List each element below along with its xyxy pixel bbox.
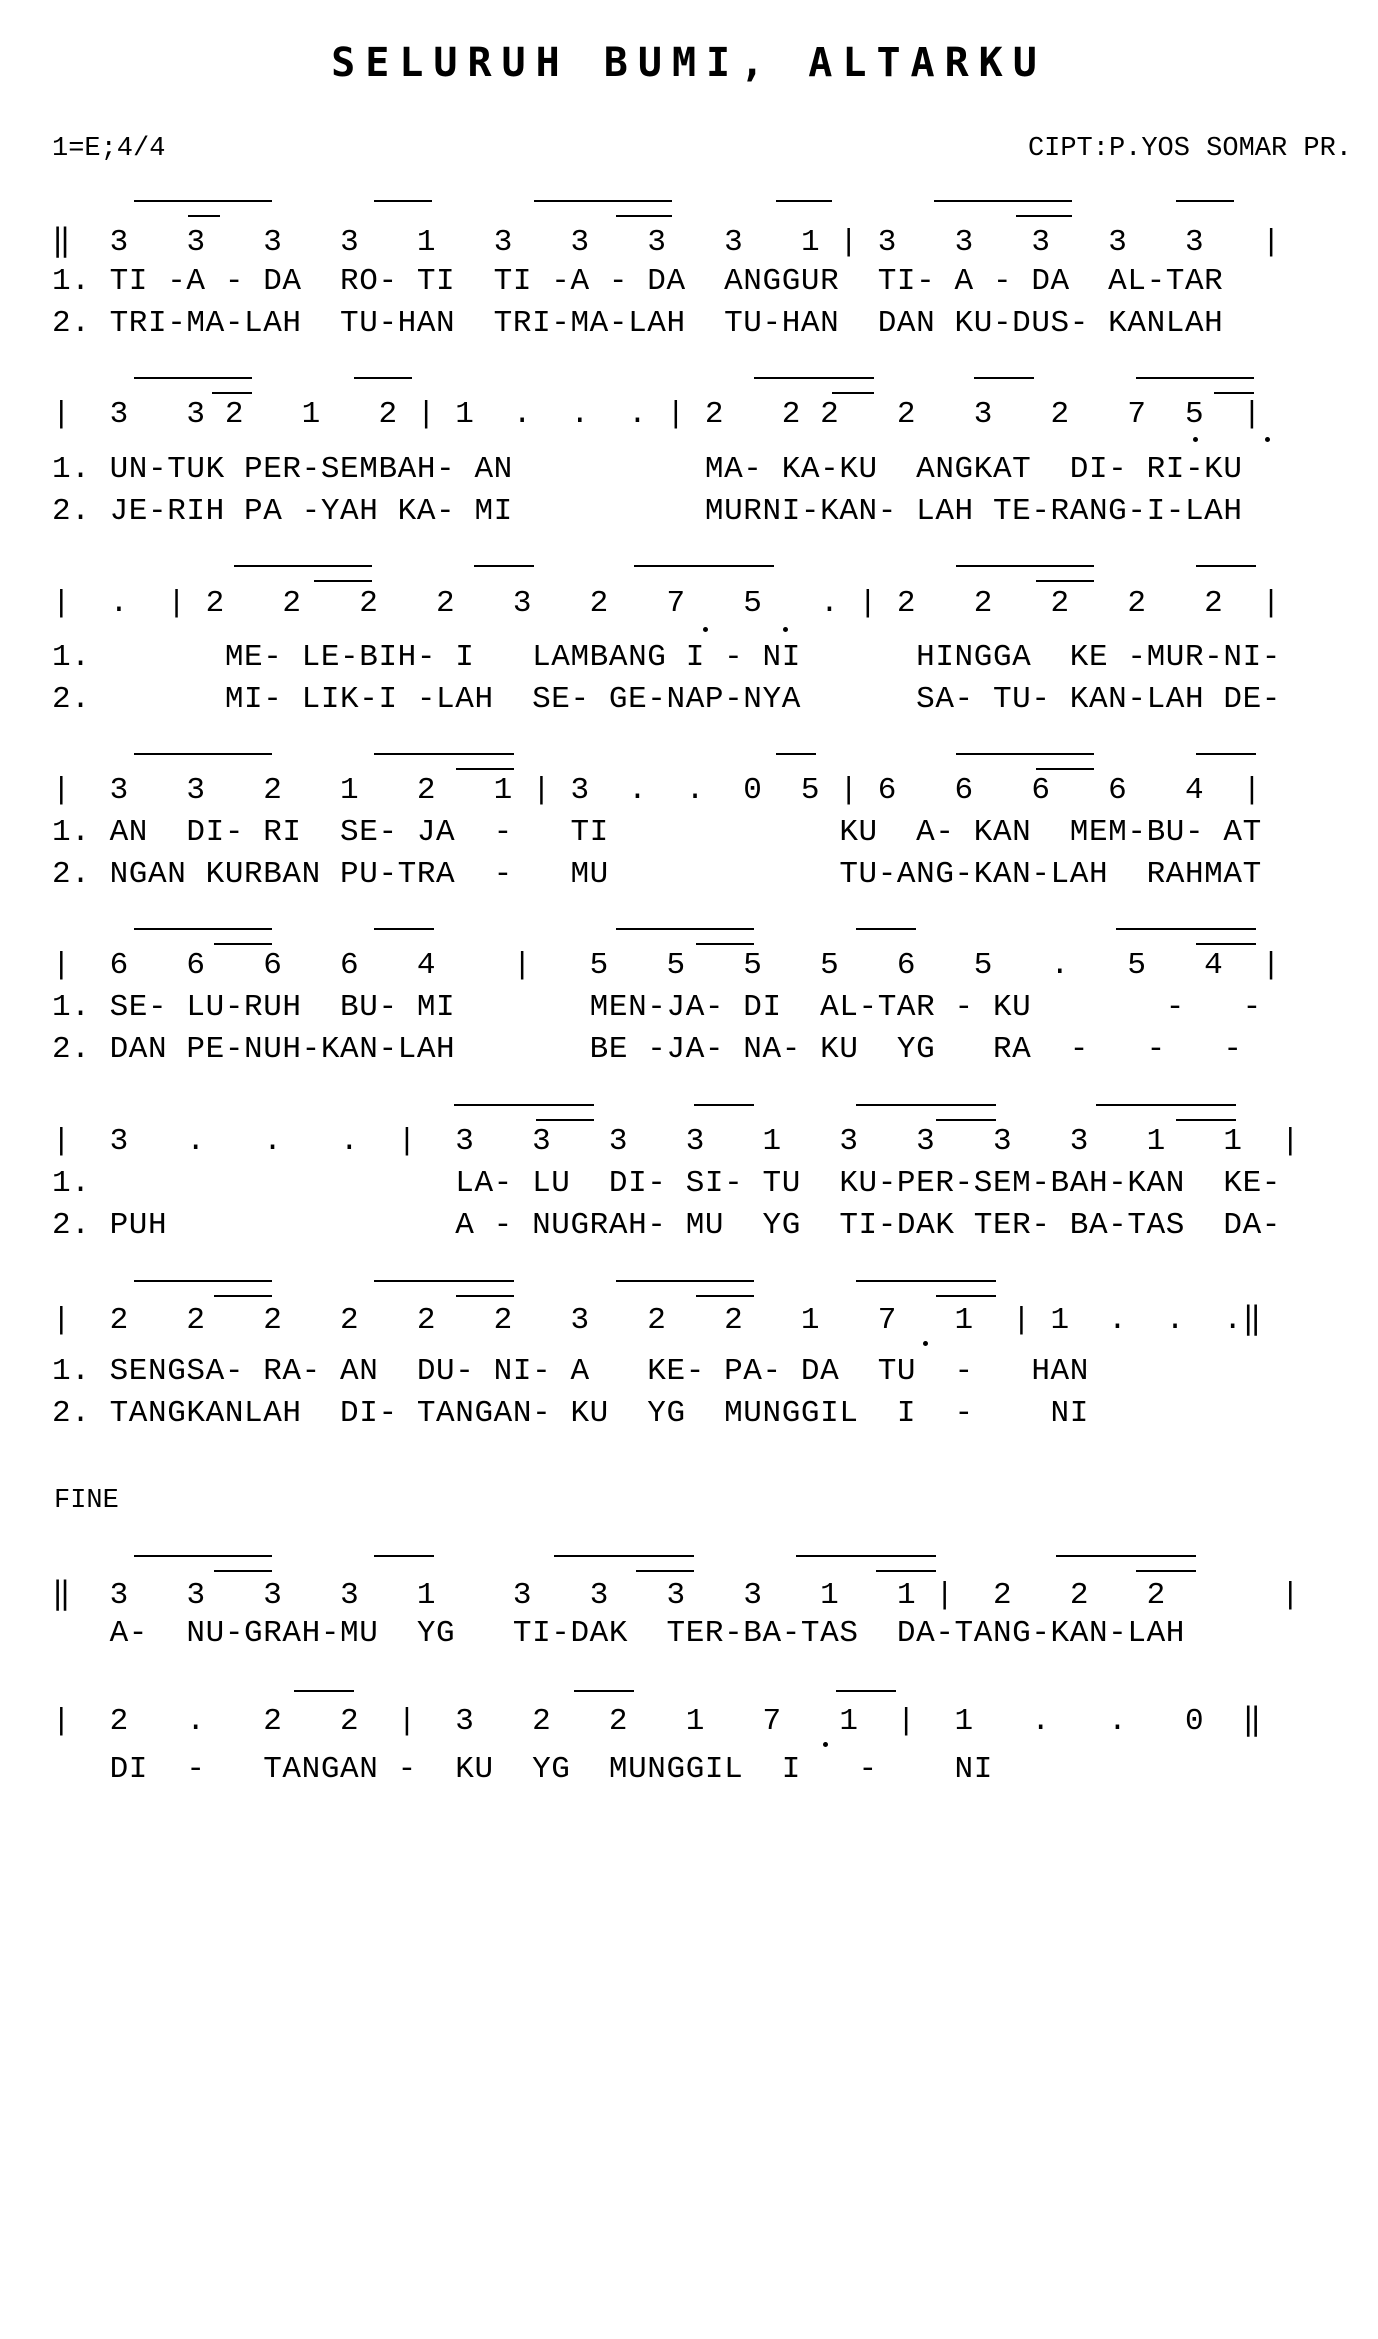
note-beam (212, 392, 252, 394)
note-beam (134, 377, 252, 379)
lyric-line: A- NU-GRAH-MU YG TI-DAK TER-BA-TAS DA-TANG-KAN-LAH (52, 1616, 1185, 1651)
note-beam (856, 1104, 996, 1106)
key-signature: 1=E;4/4 (52, 134, 166, 164)
note-beam (454, 1104, 594, 1106)
note-beam (1176, 200, 1234, 202)
note-beam (314, 580, 372, 582)
notes-line: ‖ 3 3 3 3 1 3 3 3 3 1 1 | 2 2 2 | (52, 1578, 1301, 1613)
lyric-verse-1: 1. TI -A - DA RO- TI TI -A - DA ANGGUR TI- A - DA AL-TAR (52, 264, 1224, 299)
note-beam (474, 565, 534, 567)
note-beam (1116, 928, 1256, 930)
lyric-line: DI - TANGAN - KU YG MUNGGIL I - NI (52, 1752, 993, 1787)
notes-line: | 2 2 2 2 2 2 3 2 2 1 7 1 | 1 . . .‖ (52, 1303, 1262, 1338)
lower-octave-dot (703, 627, 708, 632)
note-beam (616, 215, 672, 217)
note-beam (1196, 943, 1256, 945)
note-beam (776, 753, 816, 755)
note-beam (188, 215, 220, 217)
note-beam (374, 1555, 434, 1557)
note-beam (574, 1690, 634, 1692)
note-beam (456, 768, 514, 770)
note-beam (234, 565, 372, 567)
notes-line: | 3 3 2 1 2 1 | 3 . . 0 5 | 6 6 6 6 4 | (52, 773, 1262, 808)
note-beam (534, 200, 672, 202)
note-beam (134, 1280, 272, 1282)
note-beam (1036, 768, 1094, 770)
note-beam (1056, 1555, 1196, 1557)
lower-octave-dot (783, 627, 788, 632)
note-beam (1136, 377, 1254, 379)
note-beam (1016, 215, 1072, 217)
note-beam (836, 1690, 896, 1692)
fine-marker: FINE (54, 1486, 119, 1516)
note-beam (1196, 565, 1256, 567)
lyric-verse-2: 2. JE-RIH PA -YAH KA- MI MURNI-KAN- LAH TE-RANG-I-LAH (52, 494, 1243, 529)
notes-line: | 3 3 2 1 2 | 1 . . . | 2 2 2 2 3 2 7 5 | (52, 397, 1262, 432)
note-beam (134, 753, 272, 755)
notes-line: | 3 . . . | 3 3 3 3 1 3 3 3 3 1 1 | (52, 1124, 1301, 1159)
note-beam (696, 943, 754, 945)
lyric-verse-1: 1. ME- LE-BIH- I LAMBANG I - NI HINGGA KE -MUR-NI- (52, 640, 1281, 675)
note-beam (456, 1295, 514, 1297)
notes-line: | . | 2 2 2 2 3 2 7 5 . | 2 2 2 2 2 | (52, 586, 1281, 621)
note-beam (214, 1570, 272, 1572)
lyric-verse-2: 2. TANGKANLAH DI- TANGAN- KU YG MUNGGIL I - NI (52, 1396, 1089, 1431)
lower-octave-dot (923, 1341, 928, 1346)
lyric-verse-1: 1. SE- LU-RUH BU- MI MEN-JA- DI AL-TAR - KU - - (52, 990, 1262, 1025)
lyric-verse-2: 2. DAN PE-NUH-KAN-LAH BE -JA- NA- KU YG RA - - - (52, 1032, 1243, 1067)
notes-line: | 2 . 2 2 | 3 2 2 1 7 1 | 1 . . 0 ‖ (52, 1704, 1262, 1739)
note-beam (974, 377, 1034, 379)
composer-credit: CIPT:P.YOS SOMAR PR. (1027, 134, 1352, 164)
note-beam (1096, 1104, 1236, 1106)
note-beam (374, 1280, 514, 1282)
note-beam (214, 943, 272, 945)
note-beam (354, 377, 412, 379)
note-beam (634, 565, 774, 567)
note-beam (754, 377, 874, 379)
lyric-verse-1: 1. UN-TUK PER-SEMBAH- AN MA- KA-KU ANGKAT DI- RI-KU (52, 452, 1243, 487)
note-beam (374, 200, 432, 202)
note-beam (956, 565, 1094, 567)
note-beam (374, 928, 434, 930)
note-beam (134, 928, 272, 930)
note-beam (796, 1555, 936, 1557)
note-beam (694, 1104, 754, 1106)
note-beam (616, 1280, 754, 1282)
lyric-verse-1: 1. LA- LU DI- SI- TU KU-PER-SEM-BAH-KAN KE- (52, 1166, 1281, 1201)
notes-line: ‖ 3 3 3 3 1 3 3 3 3 1 | 3 3 3 3 3 | (52, 225, 1282, 260)
note-beam (1176, 1119, 1236, 1121)
note-beam (134, 200, 272, 202)
lyric-verse-2: 2. TRI-MA-LAH TU-HAN TRI-MA-LAH TU-HAN DAN KU-DUS- KANLAH (52, 306, 1224, 341)
note-beam (876, 1570, 936, 1572)
lyric-verse-2: 2. NGAN KURBAN PU-TRA - MU TU-ANG-KAN-LAH RAHMAT (52, 857, 1262, 892)
note-beam (1196, 753, 1256, 755)
note-beam (696, 1295, 754, 1297)
note-beam (1136, 1570, 1196, 1572)
note-beam (616, 928, 754, 930)
lyric-verse-1: 1. AN DI- RI SE- JA - TI KU A- KAN MEM-BU- AT (52, 815, 1262, 850)
note-beam (856, 1280, 996, 1282)
notes-line: | 6 6 6 6 4 | 5 5 5 5 6 5 . 5 4 | (52, 948, 1281, 983)
song-title: SELURUH BUMI, ALTARKU (331, 40, 1047, 86)
note-beam (856, 928, 916, 930)
note-beam (956, 753, 1094, 755)
note-beam (936, 1295, 996, 1297)
note-beam (936, 1119, 996, 1121)
lower-octave-dot (823, 1742, 828, 1747)
note-beam (776, 200, 832, 202)
lyric-verse-1: 1. SENGSA- RA- AN DU- NI- A KE- PA- DA TU - HAN (52, 1354, 1089, 1389)
note-beam (536, 1119, 594, 1121)
lyric-verse-2: 2. PUH A - NUGRAH- MU YG TI-DAK TER- BA-TAS DA- (52, 1208, 1281, 1243)
note-beam (554, 1555, 694, 1557)
note-beam (1214, 392, 1254, 394)
lyric-verse-2: 2. MI- LIK-I -LAH SE- GE-NAP-NYA SA- TU- KAN-LAH DE- (52, 682, 1281, 717)
note-beam (636, 1570, 694, 1572)
lower-octave-dot (1265, 437, 1270, 442)
note-beam (134, 1555, 272, 1557)
note-beam (832, 392, 874, 394)
note-beam (294, 1690, 354, 1692)
note-beam (1036, 580, 1094, 582)
lower-octave-dot (1193, 437, 1198, 442)
note-beam (214, 1295, 272, 1297)
note-beam (374, 753, 514, 755)
note-beam (934, 200, 1072, 202)
